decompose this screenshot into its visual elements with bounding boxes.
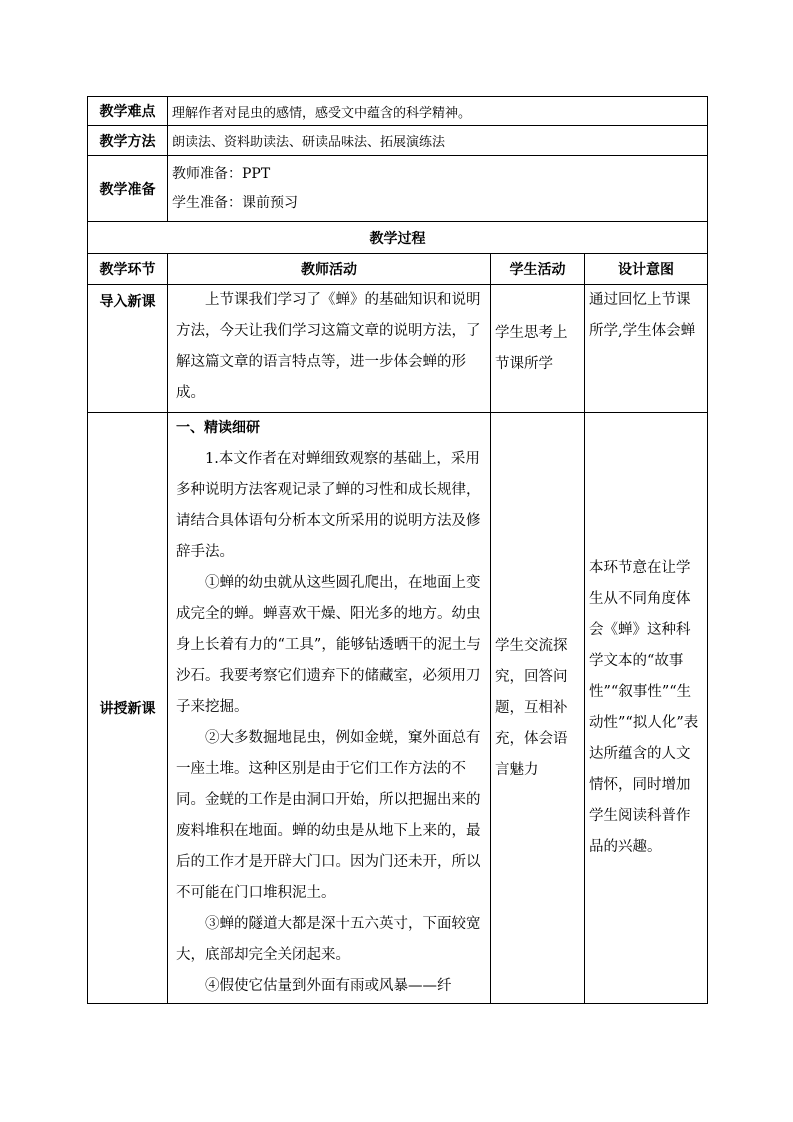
process-title: 教学过程 [88, 222, 708, 254]
header-stage: 教学环节 [88, 254, 168, 285]
methods-row [88, 126, 708, 156]
preparation-row [88, 156, 708, 222]
process-header-row [88, 254, 708, 285]
methods-content: 朗读法、资料助读法、研读品味法、拓展演练法 [168, 126, 708, 156]
lecture-paragraph: ②大多数掘地昆虫，例如金蜣，窠外面总有一座土堆。这种区别是由于它们工作方法的不同。金蜣的工作是由洞口开始，所以把掘出来的废料堆积在地面。蝉的幼虫是从地下上来的，最后的工作才是开辟大门口。因为门还未开，所以不可能在门口堆积泥土。 [176, 730, 481, 901]
difficulty-label: 教学难点 [88, 97, 168, 126]
intro-teacher-activity: 上节课我们学习了《蝉》的基础知识和说明方法，今天让我们学习这篇文章的说明方法，了解这篇文章的语言特点等，进一步体会蝉的形成。 [176, 292, 481, 401]
lecture-row [88, 413, 708, 1004]
intro-stage: 导入新课 [88, 285, 168, 413]
lecture-paragraph: ④假使它估量到外面有雨或风暴——纤 [205, 978, 452, 994]
difficulty-content: 理解作者对昆虫的感情，感受文中蕴含的科学精神。 [168, 97, 708, 126]
lecture-stage: 讲授新课 [88, 413, 168, 1004]
lecture-design-intent: 本环节意在让学生从不同角度体会《蝉》这种科学文本的“故事性”“叙事性”“生动性”“拟人化”表达所蕴含的人文情怀，同时增加学生阅读科普作品的兴趣。 [585, 413, 708, 1004]
intro-row [88, 285, 708, 413]
methods-label: 教学方法 [88, 126, 168, 156]
student-preparation: 学生准备：课前预习 [172, 194, 298, 211]
lecture-student-activity: 学生交流探究，回答问题，互相补充，体会语言魅力 [491, 413, 585, 1004]
lecture-paragraph: 1.本文作者在对蝉细致观察的基础上，采用多种说明方法客观记录了蝉的习性和成长规律，请结合具体语句分析本文所采用的说明方法及修辞手法。 [176, 451, 481, 560]
intro-student-activity: 学生思考上节课所学 [491, 285, 585, 413]
difficulty-row [88, 97, 708, 126]
intro-design-intent: 通过回忆上节课所学,学生体会蝉 [585, 285, 708, 413]
preparation-content [168, 156, 708, 222]
lecture-paragraph: ①蝉的幼虫就从这些圆孔爬出，在地面上变成完全的蝉。蝉喜欢干燥、阳光多的地方。幼虫身上长着有力的“工具”，能够钻透晒干的泥土与沙石。我要考察它们遗弃下的储藏室，必须用刀子来挖掘。 [176, 575, 481, 715]
teacher-preparation: 教师准备：PPT [172, 165, 271, 182]
lecture-paragraph: ③蝉的隧道大都是深十五六英寸，下面较宽大，底部却完全关闭起来。 [176, 916, 481, 963]
lecture-teacher-activity [168, 413, 491, 1004]
header-intent: 设计意图 [585, 254, 708, 285]
header-teacher: 教师活动 [168, 254, 491, 285]
process-title-row [88, 222, 708, 254]
preparation-label: 教学准备 [88, 156, 168, 222]
lesson-plan-table [87, 96, 708, 1004]
header-student: 学生活动 [491, 254, 585, 285]
section-title: 一、精读细研 [176, 420, 260, 436]
